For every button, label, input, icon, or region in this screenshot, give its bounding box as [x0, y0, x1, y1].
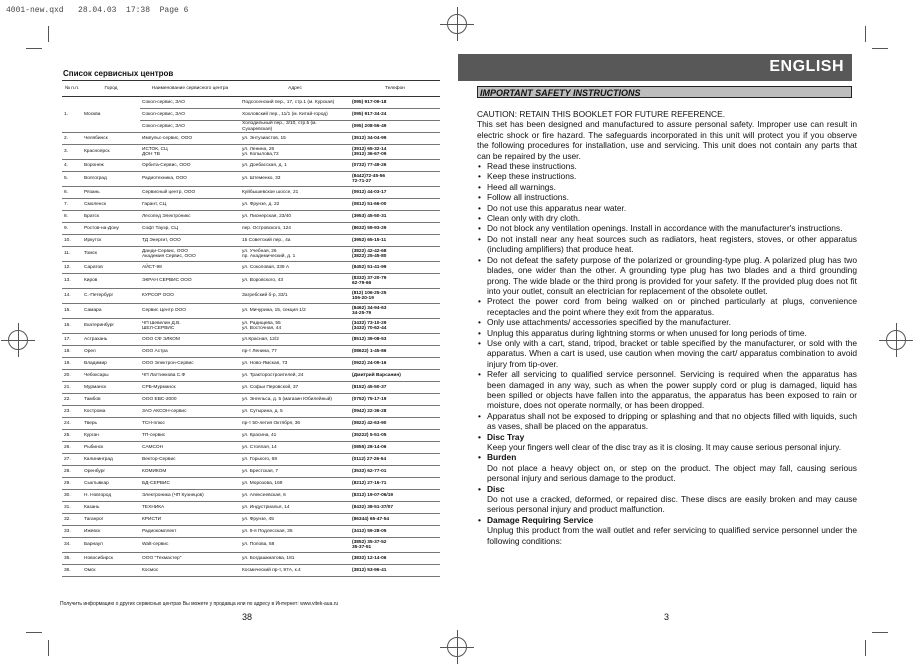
center-name-cell: ООО Электрон-Сервис [140, 358, 240, 370]
phone-cell: (3432) 73-10-29 (3432) 70-62-44 [350, 319, 440, 334]
table-row [62, 358, 440, 370]
city-cell: Рязань [82, 187, 140, 199]
address-cell: ул. Апексеевская, 6 [240, 490, 350, 502]
city-cell: Москва [82, 97, 140, 133]
city-cell: Братск [82, 211, 140, 223]
safety-item: • Only use attachments/ accessories specified by the manufacturer. [477, 317, 857, 327]
row-number: 36. [62, 565, 82, 577]
phone-cell: (3832) 12-14-06 [350, 553, 440, 565]
safety-item: • Do not block any ventilation openings. Install in accordance with the manufacturer's instructions. [477, 223, 857, 233]
phone-cell: (8332) 37-20-79 62-79-66 [350, 274, 440, 289]
row-number: 5. [62, 172, 82, 187]
address-cell: ул. Ленина, 26 ул. Копылова,72 [240, 145, 350, 160]
safety-item [477, 452, 857, 483]
table-row [62, 538, 440, 553]
center-name-cell: ООО ЕВС-2000 [140, 394, 240, 406]
center-name-cell: Вектор-Сервис [140, 454, 240, 466]
city-cell: Томск [82, 247, 140, 262]
safety-item-title: Damage Requiring Service [487, 514, 594, 525]
row-number: 9. [62, 223, 82, 235]
table-row [62, 430, 440, 442]
center-name-cell: ООО "Техмастер" [140, 553, 240, 565]
city-cell: Смоленск [82, 199, 140, 211]
phone-cell: (095) 917-34-24 [350, 109, 440, 121]
table-header-row [62, 81, 440, 97]
phone-cell: (8312) 19-07-06/19 [350, 490, 440, 502]
address-cell: ул. Радищева, 55 ул. Восточная, 44 [240, 319, 350, 334]
row-number: 35. [62, 553, 82, 565]
phone-cell: (3412) 59-28-05 [350, 526, 440, 538]
row-number: 32. [62, 514, 82, 526]
address-cell: ул. Попова, 58 [240, 538, 350, 553]
registration-mark-icon [447, 637, 467, 657]
table-row [62, 514, 440, 526]
phone-cell: (0822) 42-63-90 [350, 418, 440, 430]
row-number: 11. [62, 247, 82, 262]
center-name-cell: Электроника (ЧП Кузнецов) [140, 490, 240, 502]
address-cell: ул. Софьи Перовской, 37 [240, 382, 350, 394]
city-cell: Таганрог [82, 514, 140, 526]
center-name-cell: ЭКРАН СЕРВИС ООО [140, 274, 240, 289]
phone-cell: (812) 106-25-25 106-20-19 [350, 289, 440, 304]
table-row [62, 466, 440, 478]
table-row [62, 187, 440, 199]
address-cell: ул. Брестская, 7 [240, 466, 350, 478]
safety-heading: IMPORTANT SAFETY INSTRUCTIONS [477, 86, 852, 98]
table-row [62, 133, 440, 145]
center-name-cell: Сокол-сервис, ЗАО [140, 109, 240, 121]
address-cell: ул. Соколовая, 339 А [240, 262, 350, 274]
address-cell: ул. Учебная, 26 пр. Академический, д. 1 [240, 247, 350, 262]
center-name-cell: ЧП Шевелин Д.В. ШЕЛ-СЕРВИС [140, 319, 240, 334]
row-number: 10. [62, 235, 82, 247]
address-cell: ул. Тракторостроителей, 24 [240, 370, 350, 382]
phone-cell: (8632) 59-93-29 [350, 223, 440, 235]
address-cell: ул. Мичурина, 15, секция 1/2 [240, 304, 350, 319]
center-name-cell: САМСОН [140, 442, 240, 454]
safety-item: • Do not defeat the safety purpose of the polarized or grounding-type plug. A polarized plug has two blades, one wider than the other. A grounding type plug has two blades and a third grounding prong. The wide blade or the third prong is provided for your safety. If the provided plug does not fit into your outlet, consult an electrician for replacement of the obsolete outlet. [477, 255, 857, 297]
city-cell: Новосибирск [82, 553, 140, 565]
row-number: 17. [62, 334, 82, 346]
caution-text: CAUTION: RETAIN THIS BOOKLET FOR FUTURE REFERENCE. [477, 109, 726, 119]
city-cell: Владимир [82, 358, 140, 370]
table-row [62, 235, 440, 247]
table-row [62, 223, 440, 235]
address-cell: ул. Энтузиастов, 15 [240, 133, 350, 145]
safety-item-title: Burden [487, 452, 517, 463]
table-row [62, 442, 440, 454]
city-cell: Сыктывкар [82, 478, 140, 490]
city-cell: Кострома [82, 406, 140, 418]
center-name-cell: Радиокомплект [140, 526, 240, 538]
phone-cell: (8512) 39-08-53 [350, 334, 440, 346]
safety-item: • Unplug this apparatus during lightning storms or when unused for long periods of time. [477, 328, 857, 338]
crop-mark [865, 26, 866, 42]
phone-cell: (3953) 45-50-31 [350, 211, 440, 223]
address-cell: 15 Советский пер., 4а [240, 235, 350, 247]
center-name-cell: ЧП Латтинкова С.Ф [140, 370, 240, 382]
service-footer-note: Получить информацию о других сервисных центрах Вы можете у продавца или по адресу в Интернет: www.vitek-aua.ru [60, 601, 339, 607]
phone-cell: (8462) 34-94-63 34-25-79 [350, 304, 440, 319]
center-name-cell: ТД Энергит, ООО [140, 235, 240, 247]
safety-instructions [477, 109, 857, 546]
center-name-cell: Сокол-сервис, ЗАО [140, 121, 240, 133]
city-cell: Орел [82, 346, 140, 358]
city-cell: Тамбов [82, 394, 140, 406]
phone-cell: (8452) 51-41-99 [350, 262, 440, 274]
phone-cell: (3822) 42-42-68 (3822) 25-45-80 [350, 247, 440, 262]
row-number: 1. [62, 97, 82, 133]
column-header: Наименование сервисного центра [140, 81, 240, 97]
address-cell: ул. Богдашкиатова, 181 [240, 553, 350, 565]
row-number: 22. [62, 394, 82, 406]
row-number: 27. [62, 454, 82, 466]
table-row [62, 502, 440, 514]
center-name-cell: Софт Тауэр, СЦ [140, 223, 240, 235]
city-cell: Саратов [82, 262, 140, 274]
phone-cell: (3952) 65-15-11 [350, 235, 440, 247]
table-row [62, 418, 440, 430]
table-row [62, 319, 440, 334]
safety-item-title: Disc Tray [487, 431, 525, 442]
safety-item: • Clean only with dry cloth. [477, 213, 857, 223]
city-cell: Волгоград [82, 172, 140, 187]
phone-cell: (3512) 34-04-99 [350, 133, 440, 145]
city-cell: Барнаул [82, 538, 140, 553]
table-row [62, 145, 440, 160]
city-cell: Мурманск [82, 382, 140, 394]
address-cell: ул. Воровского, 43 [240, 274, 350, 289]
address-cell: пр-т Ленина, 77 [240, 346, 350, 358]
center-name-cell: ТСН-плюс [140, 418, 240, 430]
city-cell: Киров [82, 274, 140, 289]
phone-cell: (8152) 45-50-37 [350, 382, 440, 394]
column-header: Адрес [240, 81, 350, 97]
city-cell: Иркутск [82, 235, 140, 247]
address-cell: ул. Фрунзе, 45 [240, 514, 350, 526]
address-cell: Космический пр-т, 97А, к.4 [240, 565, 350, 577]
address-cell: пр-т 50-летия Октября, 36 [240, 418, 350, 430]
city-cell: Омск [82, 565, 140, 577]
city-cell: Воронеж [82, 160, 140, 172]
city-cell: Оренбург [82, 466, 140, 478]
city-cell: Н. Новгород [82, 490, 140, 502]
safety-item [477, 432, 857, 453]
row-number: 14. [62, 289, 82, 304]
address-cell: Загребский б-р, 33/1 [240, 289, 350, 304]
service-centers-table [62, 80, 440, 577]
center-name-cell: Сокол-сервис, ЗАО [140, 97, 240, 109]
phone-cell: (0112) 27-26-54 [350, 454, 440, 466]
row-number: 20. [62, 370, 82, 382]
table-row [62, 346, 440, 358]
address-cell: ул. Ново-Ямская, 73 [240, 358, 350, 370]
table-row [62, 262, 440, 274]
phone-cell: (35222) 5-51-05 [350, 430, 440, 442]
phone-cell: (86344) 65-47-54 [350, 514, 440, 526]
address-cell: ул. Стоялая, 14 [240, 442, 350, 454]
row-number: 18. [62, 346, 82, 358]
table-row [62, 211, 440, 223]
registration-mark-icon [447, 14, 467, 34]
row-number: 24. [62, 418, 82, 430]
page-number-left: 38 [242, 612, 253, 622]
table-row [62, 274, 440, 289]
phone-cell: (095) 917-09-18 [350, 97, 440, 109]
address-cell: ул. Фрунзе, д. 22 [240, 199, 350, 211]
phone-cell: (08622) 1-45-86 [350, 346, 440, 358]
safety-item [477, 484, 857, 515]
city-cell: Красноярск [82, 145, 140, 160]
phone-cell: (3812) 53-96-41 [350, 565, 440, 577]
center-name-cell: ТП-сервис [140, 430, 240, 442]
row-number: 30. [62, 490, 82, 502]
center-name-cell: КОМИКОМ [140, 466, 240, 478]
safety-item: • Keep these instructions. [477, 171, 857, 181]
row-number: 7. [62, 199, 82, 211]
page-number-right: 3 [664, 612, 670, 622]
crop-mark [865, 640, 866, 656]
address-cell: ул. Донбасская, д. 1 [240, 160, 350, 172]
table-row [62, 247, 440, 262]
row-number: 6. [62, 187, 82, 199]
safety-item: • Refer all servicing to qualified service personnel. Servicing is required when the apparatus has been damaged in any way, such as when the power supply cord or plug is damaged, liquid has been spilled or objects have fallen into the apparatus, the apparatus has been exposed to rain or moisture, does not operate normally, or has been dropped. [477, 369, 857, 411]
address-cell: ул. Сутырина, д. 5 [240, 406, 350, 418]
safety-item: • Heed all warnings. [477, 182, 857, 192]
crop-mark [48, 26, 49, 42]
service-list-title: Список сервисных центров [63, 69, 174, 78]
phone-cell: (8212) 27-16-71 [350, 478, 440, 490]
phone-cell: (0912) 44-03-17 [350, 187, 440, 199]
table-row [62, 382, 440, 394]
row-number: 19. [62, 358, 82, 370]
phone-cell: (3852) 35-37-52 35-37-51 [350, 538, 440, 553]
safety-item [477, 515, 857, 546]
table-row [62, 172, 440, 187]
row-number: 28. [62, 466, 82, 478]
address-cell: ул. Горького, 68 [240, 454, 350, 466]
row-number: 13. [62, 274, 82, 289]
address-cell: ул. Штеменко, 33 [240, 172, 350, 187]
crop-mark [48, 640, 49, 656]
center-name-cell: Космос [140, 565, 240, 577]
phone-cell: (3912) 65-32-14 (3912) 36-67-09 [350, 145, 440, 160]
phone-cell: (3532) 62-77-01 [350, 466, 440, 478]
center-name-cell: БД-СЕРВИС [140, 478, 240, 490]
city-cell: Казань [82, 502, 140, 514]
table-row [62, 490, 440, 502]
safety-item: • Use only with a cart, stand, tripod, bracket or table specified by the manufacturer, or sold with the apparatus. When a cart is used, use caution when moving the cart/ apparatus combination to avoid injury from tip-over. [477, 338, 857, 369]
row-number: 3. [62, 145, 82, 160]
center-name-cell: ИСТОК, СЦ ДОН ТВ [140, 145, 240, 160]
table-row [62, 370, 440, 382]
address-cell: Куйбышевское шоссе, 21 [240, 187, 350, 199]
city-cell: Самара [82, 304, 140, 319]
row-number: 21. [62, 382, 82, 394]
center-name-cell: Сервисный центр, ООО [140, 187, 240, 199]
table-row [62, 526, 440, 538]
city-cell: Калининград [82, 454, 140, 466]
table-row [62, 97, 440, 109]
safety-item: • Do not use this apparatus near water. [477, 203, 857, 213]
center-name-cell: ТЕХНИКА [140, 502, 240, 514]
phone-cell: (8432) 38-51-37/07 [350, 502, 440, 514]
city-cell: Астрахань [82, 334, 140, 346]
table-row [62, 289, 440, 304]
city-cell: Курган [82, 430, 140, 442]
center-name-cell: ООО Астра [140, 346, 240, 358]
row-number: 23. [62, 406, 82, 418]
address-cell: ул. 9-я Подлесская, 35 [240, 526, 350, 538]
address-cell: Хохловский пер., 11/1 (м. Китай-город) [240, 109, 350, 121]
table-row [62, 160, 440, 172]
safety-item: • Follow all instructions. [477, 192, 857, 202]
city-cell: Рыбинск [82, 442, 140, 454]
address-cell: Подсосенский пер., 17, стр.1 (м. Курская) [240, 97, 350, 109]
table-row [62, 406, 440, 418]
print-header: 4001-new.qxd 28.04.03 17:38 Page 6 [6, 6, 189, 15]
center-name-cell: ЗАО АКСОН-сервис [140, 406, 240, 418]
phone-cell: (095) 208-56-49 [350, 121, 440, 133]
phone-cell: (8442)72-45-56 72-71-27 [350, 172, 440, 187]
row-number: 25. [62, 430, 82, 442]
center-name-cell: Данди-Сервис, ООО Академия Сервис, ООО [140, 247, 240, 262]
center-name-cell: Импульс-сервис, ООО [140, 133, 240, 145]
center-name-cell: ООО СФ ЭЛКОМ [140, 334, 240, 346]
address-cell: ул. Пионерская, 23/40 [240, 211, 350, 223]
safety-item-text: Unplug this product from the wall outlet and refer servicing to qualified service personnel under the following conditions: [487, 525, 857, 546]
row-number: 8. [62, 211, 82, 223]
row-number: 16. [62, 319, 82, 334]
center-name-cell: Walt-сервис [140, 538, 240, 553]
row-number: 34. [62, 538, 82, 553]
phone-cell: (0732) 77-49-26 [350, 160, 440, 172]
table-row [62, 454, 440, 466]
table-row [62, 199, 440, 211]
center-name-cell: АЙСТ-98 [140, 262, 240, 274]
column-header: Город [82, 81, 140, 97]
city-cell: Ижевск [82, 526, 140, 538]
language-title: ENGLISH [769, 58, 844, 75]
city-cell: С.-Петербург [82, 289, 140, 304]
crop-mark [872, 632, 888, 633]
safety-item-text: Do not place a heavy object on, or step on the product. The object may fall, causing serious personal injury and serious damage to the product. [487, 462, 857, 484]
center-name-cell: Лесопед Электроникс [140, 211, 240, 223]
center-name-cell: КУРСОР ООО [140, 289, 240, 304]
table-row [62, 394, 440, 406]
crop-mark [26, 48, 42, 49]
table-row [62, 304, 440, 319]
table-row [62, 478, 440, 490]
city-cell: Тверь [82, 418, 140, 430]
address-cell: ул.Красная, 12/2 [240, 334, 350, 346]
row-number: 29. [62, 478, 82, 490]
table-row [62, 565, 440, 577]
column-header: Телефон [350, 81, 440, 97]
phone-cell: (0855) 28-14-06 [350, 442, 440, 454]
address-cell: ул. Морозова, 169 [240, 478, 350, 490]
row-number: 2. [62, 133, 82, 145]
center-name-cell: КРИСТИ [140, 514, 240, 526]
city-cell: Челябинск [82, 133, 140, 145]
safety-item: • Protect the power cord from being walked on or pinched particularly at plugs, convenience receptacles and the point where they exit from the apparatus. [477, 296, 857, 317]
safety-item: • Apparatus shall not be exposed to dripping or splashing and that no objects filled with liquids, such as vases, shall be placed on the apparatus. [477, 411, 857, 432]
center-name-cell: Радиотехника, ООО [140, 172, 240, 187]
address-cell: ул. Индустриалья, 14 [240, 502, 350, 514]
phone-cell: (0942) 22-36-28 [350, 406, 440, 418]
phone-cell: (Дмитрий Варсанин) [350, 370, 440, 382]
registration-mark-icon [8, 330, 28, 350]
row-number: 26. [62, 442, 82, 454]
address-cell: ул. Красина, 41 [240, 430, 350, 442]
phone-cell: (0812) 51-66-00 [350, 199, 440, 211]
safety-list [477, 161, 857, 546]
safety-item-text: Keep your fingers well clear of the disc tray as it is closing. It may cause serious personal injury. [487, 442, 842, 452]
table-row [62, 334, 440, 346]
center-name-cell: Орбита-Сервис, ООО [140, 160, 240, 172]
address-cell: ул. Энгельса, д. 5 (магазин Юбилейный) [240, 394, 350, 406]
city-cell: Чебоксары [82, 370, 140, 382]
safety-item-text: Do not use a cracked, deformed, or repaired disc. These discs are easily broken and may cause serious personal injury and product malfunction. [487, 494, 857, 515]
city-cell: Ростов-на-Дону [82, 223, 140, 235]
row-number: 31. [62, 502, 82, 514]
safety-item: • Read these instructions. [477, 161, 857, 171]
row-number: 4. [62, 160, 82, 172]
row-number: 12. [62, 262, 82, 274]
row-number: 33. [62, 526, 82, 538]
intro-text: This set has been designed and manufactured to assure personal safety. Improper use can result in electric shock or fire hazard. The safeguards incorporated in this unit will protect you if you observe the following procedures for installation, use and servicing. This unit does not contain any parts that can be repaired by the user. [477, 119, 857, 161]
safety-item: • Do not install near any heat sources such as radiators, heat registers, stoves, or other apparatus (including amplifiers) that produce heat. [477, 234, 857, 255]
column-header: № п.п. [62, 81, 82, 97]
crop-mark [26, 632, 42, 633]
row-number: 15. [62, 304, 82, 319]
phone-cell: (0922) 24-09-16 [350, 358, 440, 370]
address-cell: пер. Островского, 124 [240, 223, 350, 235]
table-row [62, 553, 440, 565]
safety-item-title: Disc [487, 483, 505, 494]
center-name-cell: Сервис Центр ООО [140, 304, 240, 319]
city-cell: Екатеринбург [82, 319, 140, 334]
crop-mark [872, 48, 888, 49]
registration-mark-icon [886, 330, 906, 350]
center-name-cell: СРБ-Мурманск [140, 382, 240, 394]
phone-cell: (0752) 75-17-19 [350, 394, 440, 406]
address-cell: Холодильный пер., 3/10, стр.5 (м. Сухаревская) [240, 121, 350, 133]
center-name-cell: Гарант, СЦ [140, 199, 240, 211]
language-banner [458, 54, 852, 81]
